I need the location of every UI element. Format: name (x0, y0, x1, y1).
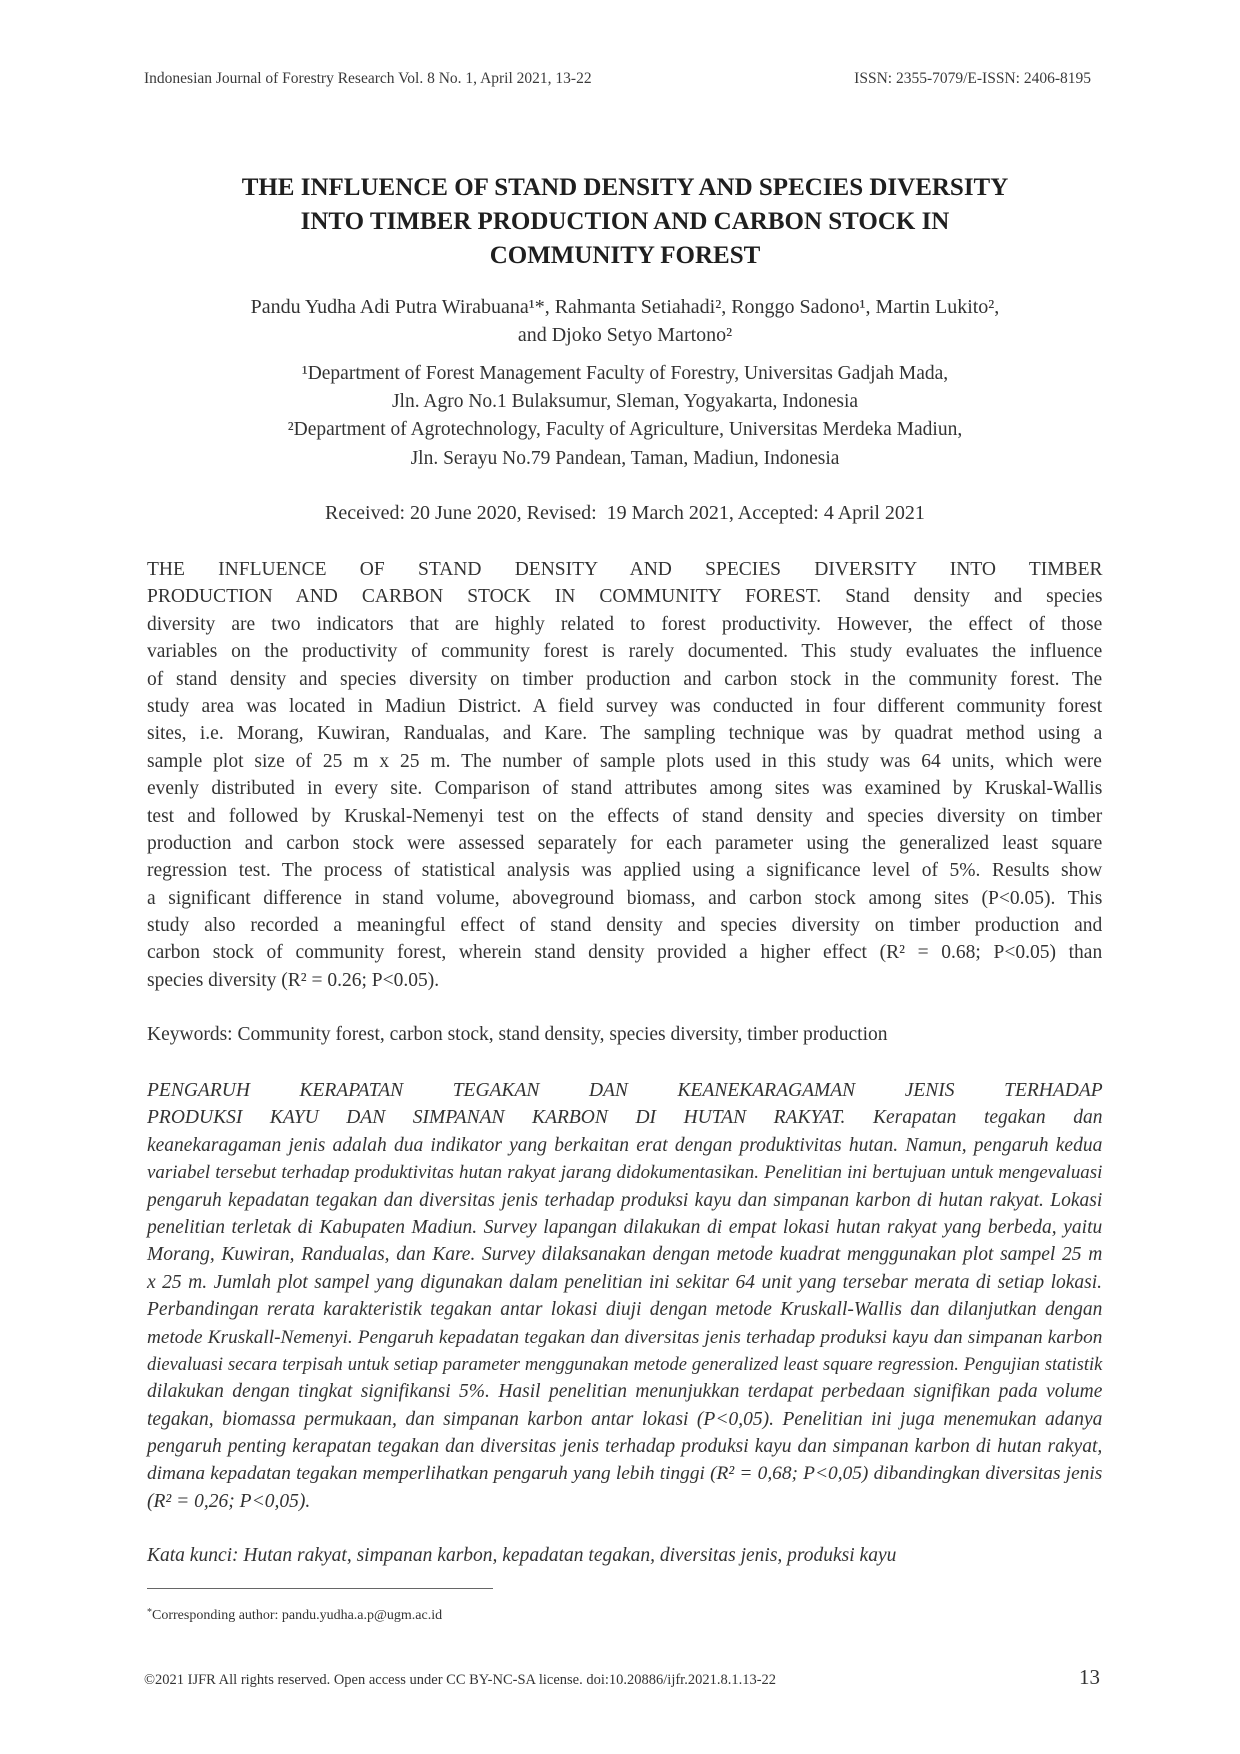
affiliation-line (147, 360, 1103, 388)
abstract-en-line (147, 720, 1103, 747)
abstract-id-line-text: tegakan, biomassa permukaan, dan simpanan karbon antar lokasi (P<0,05). Penelitian ini juga menemukan adanya (147, 1408, 1103, 1430)
abstract-id-line (147, 1159, 1103, 1186)
abstract-id-line-text: PRODUKSI KAYU DAN SIMPANAN KARBON DI HUTAN RAKYAT. Kerapatan tegakan dan (147, 1107, 1103, 1129)
title-line (147, 239, 1103, 273)
abstract-en-line (147, 556, 1103, 583)
abstract-en-line-text: diversity are two indicators that are highly related to forest productivity. However, the effect of those (147, 613, 1103, 635)
abstract-en-line (147, 666, 1103, 693)
abstract-id-line (147, 1132, 1103, 1159)
affiliation-line-text: ²Department of Agrotechnology, Faculty of Agriculture, Universitas Merdeka Madiun, (287, 419, 963, 441)
affiliation-line-text: Jln. Agro No.1 Bulaksumur, Sleman, Yogyakarta, Indonesia (391, 391, 859, 413)
paper-title (147, 171, 1103, 273)
abstract-en-line-text: study area was located in Madiun District. A field survey was conducted in four different community forest (147, 695, 1103, 717)
abstract-id-line (147, 1241, 1103, 1268)
abstract-en-line-text: sites, i.e. Morang, Kuwiran, Randualas, and Kare. The sampling technique was by quadrat method using a (147, 723, 1103, 745)
abstract-id-line (147, 1104, 1103, 1131)
author-line (147, 293, 1103, 321)
issn: ISSN: 2355-7079/E-ISSN: 2406-8195 (854, 70, 1091, 87)
abstract-id-line-text: keanekaragaman jenis adalah dua indikator yang berkaitan erat dengan produktivitas hutan. Namun, pengaruh kedua (147, 1134, 1103, 1156)
abstract-en-line (147, 693, 1103, 720)
abstract-id-line (147, 1406, 1103, 1433)
abstract-en-line-text: test and followed by Kruskal-Nemenyi test on the effects of stand density and species diversity on timber (147, 805, 1103, 827)
abstract-en-line (147, 638, 1103, 665)
keywords (147, 1021, 1103, 1048)
keywords-line (147, 1021, 1103, 1048)
abstract-en-line (147, 967, 1103, 994)
abstract-en-line-text: evenly distributed in every site. Comparison of stand attributes among sites was examined by Kruskal-Wallis (147, 778, 1103, 800)
abstract-id-line (147, 1488, 1103, 1515)
abstract-id-line (147, 1296, 1103, 1323)
abstract-en-line-text: THE INFLUENCE OF STAND DENSITY AND SPECIES DIVERSITY INTO TIMBER (147, 559, 1103, 580)
keywords-text: Keywords: Community forest, carbon stock, stand density, species diversity, timber production (147, 1024, 888, 1045)
abstract-en-line-text: production and carbon stock were assessed separately for each parameter using the generalized least square (147, 832, 1103, 854)
dates-line (147, 499, 1103, 527)
abstract-id-line (147, 1214, 1103, 1241)
abstract-en-line (147, 748, 1103, 775)
abstract-en-line-text: sample plot size of 25 m x 25 m. The number of sample plots used in this study was 64 units, which were (147, 750, 1102, 772)
abstract-id-line-text: dimana kepadatan tegakan memperlihatkan pengaruh yang lebih tinggi (R² = 0,68; P<0,05) dibandingkan diversitas jenis (147, 1463, 1103, 1485)
dates-text: Received: 20 June 2020, Revised: 19 March 2021, Accepted: 4 April 2021 (325, 502, 925, 524)
running-header (144, 69, 1091, 89)
title-line (147, 205, 1103, 239)
affiliations (147, 360, 1103, 473)
abstract-en-line-text: of stand density and species diversity on timber production and carbon stock in the community forest. The (147, 668, 1103, 690)
footnote-separator (147, 1588, 493, 1589)
abstract-id-line-text: pengaruh penting kerapatan tegakan dan diversitas jenis terhadap produksi kayu dan simpanan karbon di hutan rakyat, (147, 1436, 1103, 1458)
affiliation-line (147, 388, 1103, 416)
abstract-en-line-text: study also recorded a meaningful effect of stand density and species diversity on timber production and (147, 915, 1103, 937)
abstract-id-line-text: x 25 m. Jumlah plot sampel yang digunakan dalam penelitian ini sekitar 64 unit yang tersebar merata di setiap lokasi. (147, 1271, 1103, 1293)
abstract-id-line (147, 1077, 1103, 1104)
abstract-en-line (147, 583, 1103, 610)
abstract-en-line (147, 775, 1103, 802)
title-line (147, 171, 1103, 205)
abstract-id-line (147, 1378, 1103, 1405)
abstract-en-line-text: regression test. The process of statistical analysis was applied using a significance level of 5%. Results show (147, 860, 1103, 882)
title-line-text: THE INFLUENCE OF STAND DENSITY AND SPECIES DIVERSITY (241, 174, 1009, 201)
abstract-id-line-text: metode Kruskall-Nemenyi. Pengaruh kepadatan tegakan dan diversitas jenis terhadap produksi kayu dan simpanan karbon (147, 1326, 1103, 1348)
kata-kunci (147, 1542, 1103, 1569)
license-footer: ©2021 IJFR All rights reserved. Open access under CC BY-NC-SA license. doi:10.20886/ijfr.2021.8.1.13-22 (144, 1672, 777, 1688)
abstract-en-line-text: a significant difference in stand volume, aboveground biomass, and carbon stock among sites (P<0.05). This (147, 887, 1103, 909)
abstract-en-line (147, 857, 1103, 884)
submission-dates (147, 499, 1103, 527)
abstract-id-line (147, 1433, 1103, 1460)
abstract-id-line (147, 1351, 1103, 1378)
abstract-en-line-text: carbon stock of community forest, wherein stand density provided a higher effect (R² = 0.68; P<0.05) than (147, 942, 1103, 964)
abstract-en-line-text: variables on the productivity of community forest is rarely documented. This study evaluates the influence (147, 641, 1103, 663)
abstract-en-line (147, 611, 1103, 638)
abstract-id-line-text: dilakukan dengan tingkat signifikansi 5%. Hasil penelitian menunjukkan terdapat perbedaan signifikan pada volume (147, 1381, 1103, 1403)
journal-citation: Indonesian Journal of Forestry Research Vol. 8 No. 1, April 2021, 13-22 (144, 70, 592, 87)
abstract-en-line (147, 830, 1103, 857)
abstract-en-line-text: species diversity (R² = 0.26; P<0.05). (147, 969, 440, 991)
abstract-en-line (147, 885, 1103, 912)
abstract-id-line-text: pengaruh kepadatan tegakan dan diversitas jenis terhadap produksi kayu dan simpanan karbon di hutan rakyat. Lokasi (147, 1189, 1103, 1211)
title-line-text: INTO TIMBER PRODUCTION AND CARBON STOCK IN (300, 208, 950, 235)
title-line-text: COMMUNITY FOREST (489, 242, 761, 269)
abstract-id-line (147, 1324, 1103, 1351)
abstract-en-line (147, 803, 1103, 830)
abstract-id-line-text: Perbandingan rerata karakteristik tegakan antar lokasi diuji dengan metode Kruskall-Wallis dan dilanjutkan dengan (147, 1299, 1103, 1321)
abstract-id-line (147, 1187, 1103, 1214)
kata-kunci-line (147, 1542, 1103, 1569)
author-list (147, 293, 1103, 349)
affiliation-line (147, 416, 1103, 444)
affiliation-line (147, 445, 1103, 473)
abstract-id-line-text: penelitian terletak di Kabupaten Madiun. Survey lapangan dilakukan di empat lokasi hutan rakyat yang berbeda, yaitu (147, 1216, 1103, 1238)
abstract-indonesian (147, 1077, 1103, 1515)
abstract-id-line-text: PENGARUH KERAPATAN TEGAKAN DAN KEANEKARAGAMAN JENIS TERHADAP (147, 1080, 1103, 1101)
author-line-text: Pandu Yudha Adi Putra Wirabuana¹*, Rahmanta Setiahadi², Ronggo Sadono¹, Martin Lukito², (250, 296, 1000, 318)
abstract-id-line-text: Morang, Kuwiran, Randualas, dan Kare. Survey dilaksanakan dengan metode kuadrat menggunakan plot sampel 25 m (147, 1244, 1103, 1266)
page-number: 13 (1079, 1665, 1100, 1689)
abstract-en-line (147, 939, 1103, 966)
corresponding-author-footnote (147, 1607, 747, 1625)
affiliation-line-text: Jln. Serayu No.79 Pandean, Taman, Madiun, Indonesia (410, 447, 840, 469)
abstract-en-line (147, 912, 1103, 939)
author-line (147, 321, 1103, 349)
footnote-text: Corresponding author: pandu.yudha.a.p@ugm.ac.id (152, 1608, 443, 1623)
footnote-marker: * (147, 1607, 152, 1618)
author-line-text: and Djoko Setyo Martono² (517, 324, 733, 346)
abstract-id-line-text: dievaluasi secara terpisah untuk setiap parameter menggunakan metode generalized least square regression. Pengujian statistik (147, 1353, 1103, 1374)
abstract-id-line (147, 1269, 1103, 1296)
kata-kunci-text: Kata kunci: Hutan rakyat, simpanan karbon, kepadatan tegakan, diversitas jenis, produksi kayu (147, 1545, 897, 1566)
abstract-en-line-text: PRODUCTION AND CARBON STOCK IN COMMUNITY FOREST. Stand density and species (147, 586, 1103, 608)
abstract-english (147, 556, 1103, 994)
affiliation-line-text: ¹Department of Forest Management Faculty of Forestry, Universitas Gadjah Mada, (301, 363, 949, 384)
abstract-id-line (147, 1460, 1103, 1487)
abstract-id-line-text: (R² = 0,26; P<0,05). (147, 1490, 311, 1512)
abstract-id-line-text: variabel tersebut terhadap produktivitas hutan rakyat jarang didokumentasikan. Penelitian ini bertujuan untuk mengevaluasi (147, 1162, 1103, 1184)
